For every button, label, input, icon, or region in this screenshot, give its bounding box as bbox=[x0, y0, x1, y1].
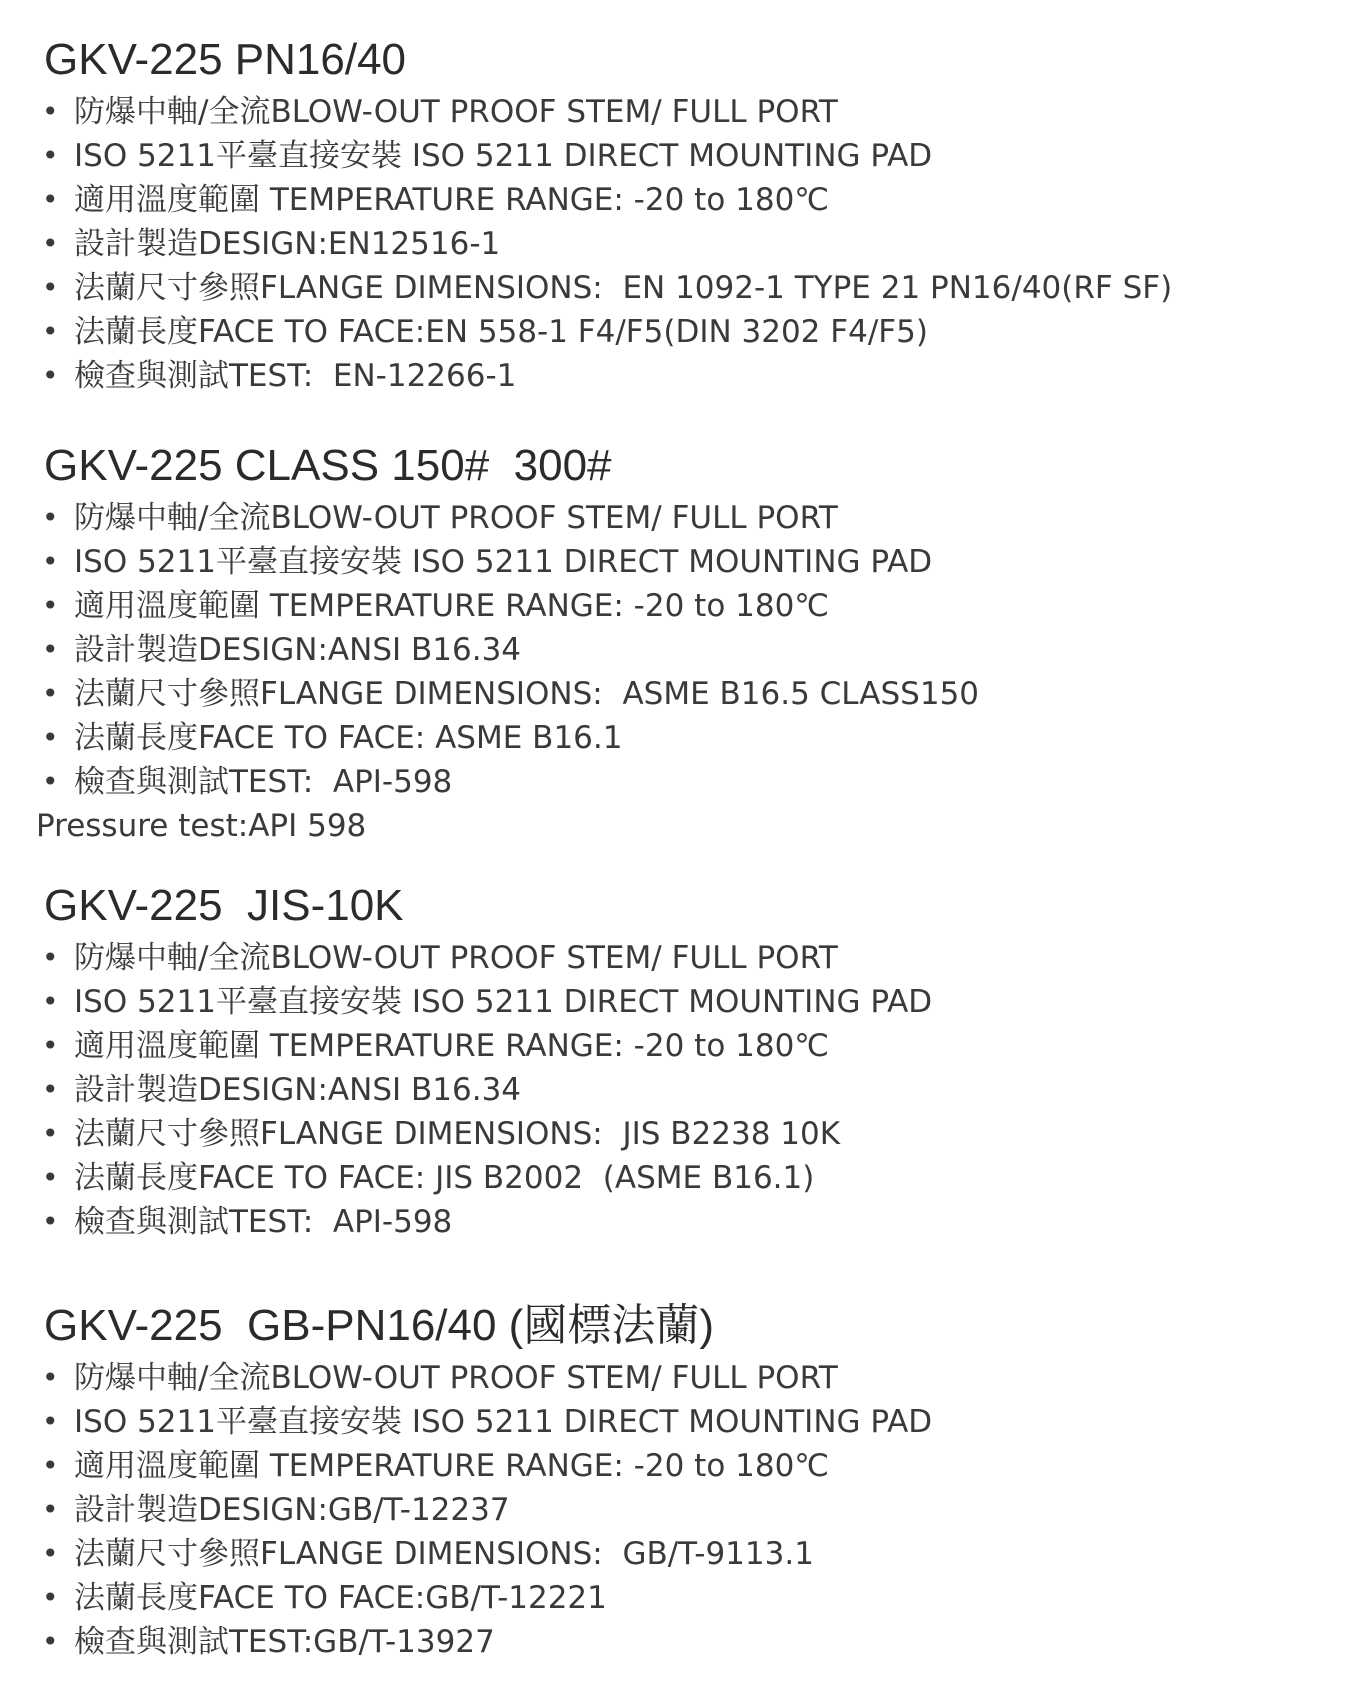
spec-list bbox=[40, 1356, 1320, 1664]
bullet-icon: • bbox=[42, 1161, 59, 1194]
spec-text: 防爆中軸/全流BLOW-OUT PROOF STEM/ FULL PORT bbox=[74, 940, 838, 976]
section-class-150-300 bbox=[36, 440, 1320, 848]
bullet-icon: • bbox=[42, 501, 59, 534]
bullet-icon: • bbox=[42, 139, 59, 172]
bullet-icon: • bbox=[42, 721, 59, 754]
spec-text: 適用溫度範圍 TEMPERATURE RANGE: -20 to 180℃ bbox=[74, 1448, 830, 1484]
section-title: GKV-225 PN16/40 bbox=[44, 35, 407, 84]
spec-item bbox=[40, 936, 1320, 980]
pressure-test-note: Pressure test:API 598 bbox=[36, 808, 367, 844]
bullet-icon: • bbox=[42, 765, 59, 798]
spec-text: ISO 5211平臺直接安裝 ISO 5211 DIRECT MOUNTING PAD bbox=[74, 984, 933, 1020]
spec-item bbox=[40, 1400, 1320, 1444]
spec-item bbox=[40, 1024, 1320, 1068]
spec-item bbox=[40, 310, 1320, 354]
section-jis-10k bbox=[40, 880, 1320, 1244]
spec-text: 設計製造DESIGN:ANSI B16.34 bbox=[74, 1072, 522, 1108]
spec-text: ISO 5211平臺直接安裝 ISO 5211 DIRECT MOUNTING PAD bbox=[74, 544, 933, 580]
spec-item bbox=[40, 584, 1320, 628]
bullet-icon: • bbox=[42, 183, 59, 216]
bullet-icon: • bbox=[42, 633, 59, 666]
spec-text: 法蘭尺寸參照FLANGE DIMENSIONS: EN 1092-1 TYPE 21 PN16/40(RF SF) bbox=[74, 270, 1173, 306]
bullet-icon: • bbox=[42, 1625, 59, 1658]
spec-item bbox=[40, 1068, 1320, 1112]
spec-item bbox=[40, 980, 1320, 1024]
spec-text: 檢查與測試TEST: API-598 bbox=[74, 764, 453, 800]
spec-text: ISO 5211平臺直接安裝 ISO 5211 DIRECT MOUNTING PAD bbox=[74, 1404, 933, 1440]
spec-item bbox=[40, 672, 1320, 716]
bullet-icon: • bbox=[42, 589, 59, 622]
spec-text: ISO 5211平臺直接安裝 ISO 5211 DIRECT MOUNTING PAD bbox=[74, 138, 933, 174]
spec-item bbox=[40, 1488, 1320, 1532]
spec-text: 法蘭長度FACE TO FACE:GB/T-12221 bbox=[74, 1580, 607, 1616]
bullet-icon: • bbox=[42, 941, 59, 974]
spec-item bbox=[40, 1620, 1320, 1664]
bullet-icon: • bbox=[42, 271, 59, 304]
spec-item bbox=[40, 90, 1320, 134]
section-title: GKV-225 CLASS 150# 300# bbox=[44, 441, 612, 490]
bullet-icon: • bbox=[42, 359, 59, 392]
spec-text: 檢查與測試TEST: API-598 bbox=[74, 1204, 453, 1240]
bullet-icon: • bbox=[42, 1361, 59, 1394]
spec-item bbox=[40, 628, 1320, 672]
spec-item bbox=[40, 1444, 1320, 1488]
spec-list bbox=[40, 90, 1320, 398]
bullet-icon: • bbox=[42, 95, 59, 128]
spec-text: 適用溫度範圍 TEMPERATURE RANGE: -20 to 180℃ bbox=[74, 1028, 830, 1064]
spec-text: 法蘭尺寸參照FLANGE DIMENSIONS: GB/T-9113.1 bbox=[74, 1536, 814, 1572]
section-title: GKV-225 JIS-10K bbox=[44, 881, 404, 930]
spec-text: 防爆中軸/全流BLOW-OUT PROOF STEM/ FULL PORT bbox=[74, 1360, 838, 1396]
bullet-icon: • bbox=[42, 315, 59, 348]
spec-item bbox=[40, 1200, 1320, 1244]
spec-text: 防爆中軸/全流BLOW-OUT PROOF STEM/ FULL PORT bbox=[74, 500, 838, 536]
spec-text: 法蘭尺寸參照FLANGE DIMENSIONS: ASME B16.5 CLASS150 bbox=[74, 676, 980, 712]
spec-item bbox=[40, 1112, 1320, 1156]
spec-item bbox=[40, 716, 1320, 760]
spec-item bbox=[40, 222, 1320, 266]
bullet-icon: • bbox=[42, 545, 59, 578]
spec-item bbox=[40, 354, 1320, 398]
spec-text: 防爆中軸/全流BLOW-OUT PROOF STEM/ FULL PORT bbox=[74, 94, 838, 130]
spec-list bbox=[40, 496, 1320, 804]
spec-text: 檢查與測試TEST:GB/T-13927 bbox=[74, 1624, 495, 1660]
spec-item bbox=[40, 1356, 1320, 1400]
spec-item bbox=[40, 496, 1320, 540]
spec-item bbox=[40, 1532, 1320, 1576]
spec-item bbox=[40, 1576, 1320, 1620]
spec-item bbox=[40, 178, 1320, 222]
spec-text: 法蘭長度FACE TO FACE: JIS B2002 (ASME B16.1) bbox=[74, 1160, 815, 1196]
bullet-icon: • bbox=[42, 1537, 59, 1570]
spec-text: 法蘭長度FACE TO FACE: ASME B16.1 bbox=[74, 720, 623, 756]
bullet-icon: • bbox=[42, 1449, 59, 1482]
spec-text: 設計製造DESIGN:ANSI B16.34 bbox=[74, 632, 522, 668]
spec-text: 檢查與測試TEST: EN-12266-1 bbox=[74, 358, 517, 394]
spec-item bbox=[40, 266, 1320, 310]
section-gb-pn16-40 bbox=[40, 1300, 1320, 1664]
bullet-icon: • bbox=[42, 1581, 59, 1614]
bullet-icon: • bbox=[42, 227, 59, 260]
bullet-icon: • bbox=[42, 1073, 59, 1106]
spec-item bbox=[40, 1156, 1320, 1200]
spec-text: 法蘭尺寸參照FLANGE DIMENSIONS: JIS B2238 10K bbox=[74, 1116, 841, 1152]
bullet-icon: • bbox=[42, 1029, 59, 1062]
bullet-icon: • bbox=[42, 1117, 59, 1150]
spec-text: 設計製造DESIGN:EN12516-1 bbox=[74, 226, 501, 262]
bullet-icon: • bbox=[42, 1405, 59, 1438]
spec-item bbox=[40, 760, 1320, 804]
bullet-icon: • bbox=[42, 985, 59, 1018]
spec-list bbox=[40, 936, 1320, 1244]
section-title: GKV-225 GB-PN16/40 (國標法蘭) bbox=[44, 1301, 714, 1350]
spec-text: 法蘭長度FACE TO FACE:EN 558-1 F4/F5(DIN 3202 F4/F5) bbox=[74, 314, 928, 350]
bullet-icon: • bbox=[42, 1493, 59, 1526]
bullet-icon: • bbox=[42, 677, 59, 710]
spec-item bbox=[40, 540, 1320, 584]
spec-text: 適用溫度範圍 TEMPERATURE RANGE: -20 to 180℃ bbox=[74, 182, 830, 218]
section-pn16-40 bbox=[40, 34, 1320, 398]
bullet-icon: • bbox=[42, 1205, 59, 1238]
spec-text: 適用溫度範圍 TEMPERATURE RANGE: -20 to 180℃ bbox=[74, 588, 830, 624]
spec-text: 設計製造DESIGN:GB/T-12237 bbox=[74, 1492, 510, 1528]
spec-item bbox=[40, 134, 1320, 178]
